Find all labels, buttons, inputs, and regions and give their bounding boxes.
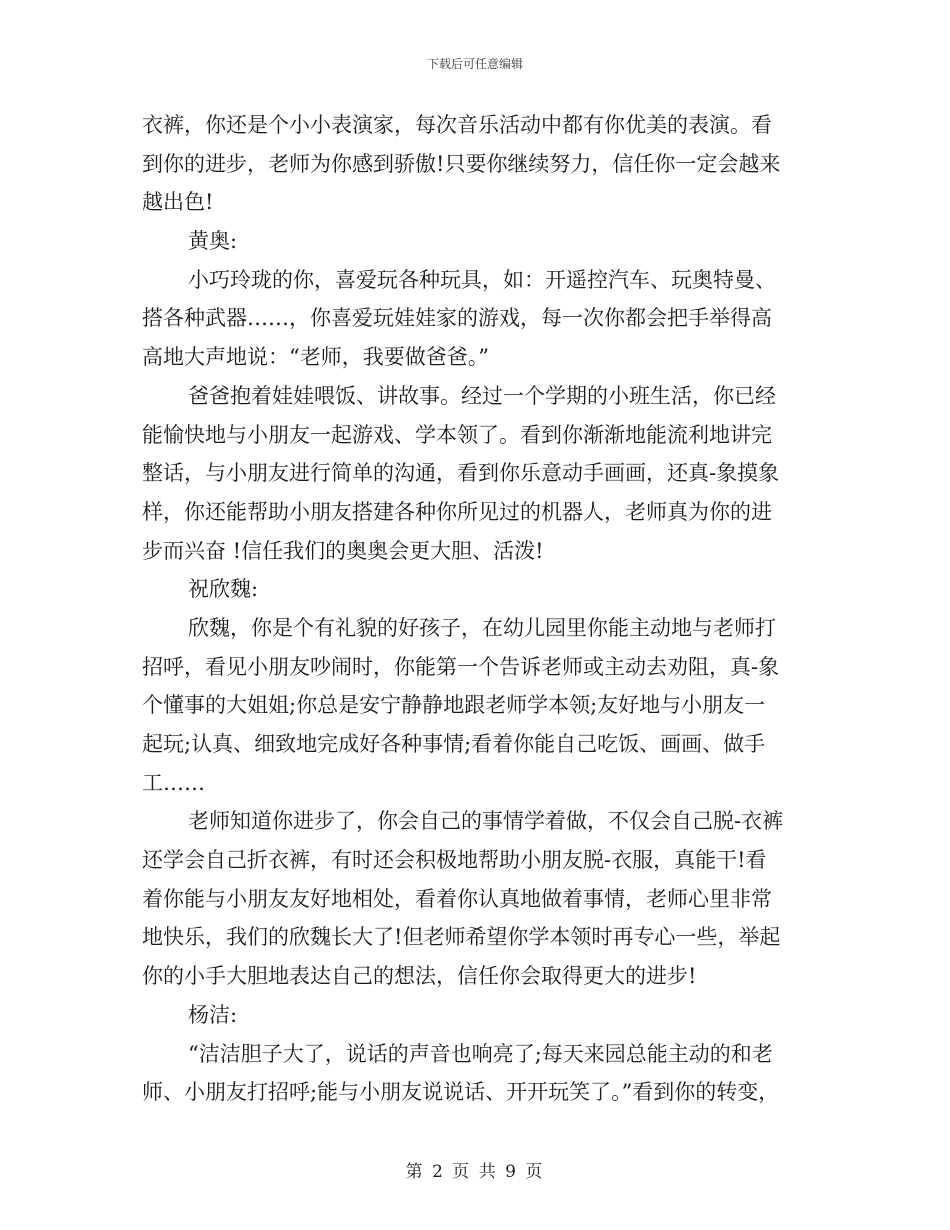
text-line: 祝欣魏: (188, 577, 259, 602)
text-line: 到你的进步，老师为你感到骄傲!只要你继续努力，信任你一定会越来 (142, 151, 781, 176)
text-line: 步而兴奋 !信任我们的奥奥会更大胆、活泼! (142, 538, 544, 563)
text-line: 黄奥: (188, 229, 238, 254)
text-line: 搭各种武器……，你喜爱玩娃娃家的游戏，每一次你都会把手举得高 (142, 306, 772, 331)
text-line: 杨洁: (188, 1002, 238, 1027)
text-line: 个懂事的大姐姐;你总是安宁静静地跟老师学本领;友好地与小朋友一 (142, 693, 766, 718)
text-line: 衣裤，你还是个小小表演家，每次音乐活动中都有你优美的表演。看 (142, 113, 772, 137)
text-line: 工…… (142, 770, 205, 795)
text-line: 爸爸抱着娃娃喂饭、讲故事。经过一个学期的小班生活，你已经 (188, 383, 776, 408)
text-line: 师、小朋友打招呼;能与小朋友说说话、开开玩笑了。”看到你的转变， (142, 1080, 780, 1105)
document-body (142, 106, 812, 1112)
text-line: 样，你还能帮助小朋友搭建各种你所见过的机器人，老师真为你的进 (142, 499, 772, 524)
text-line: 高地大声地说：“老师，我要做爸爸。” (142, 345, 489, 370)
text-line: “洁洁胆子大了，说话的声音也响亮了;每天来园总能主动的和老 (188, 1041, 773, 1066)
text-line: 招呼，看见小朋友吵闹时，你能第一个告诉老师或主动去劝阻，真-象 (142, 654, 780, 679)
text-line: 小巧玲珑的你，喜爱玩各种玩具，如：开遥控汽车、玩奥特曼、 (188, 267, 776, 292)
text-line: 还学会自己折衣裤，有时还会积极地帮助小朋友脱-衣服，真能干!看 (142, 848, 767, 873)
text-line: 你的小手大胆地表达自己的想法，信任你会取得更大的进步! (142, 964, 697, 989)
text-line: 老师知道你进步了，你会自己的事情学着做，不仅会自己脱-衣裤 (188, 809, 784, 834)
page-number-footer: 第 2 页 共 9 页 (405, 1162, 545, 1182)
page-header: 下载后可任意编辑 (426, 57, 523, 71)
text-line: 着你能与小朋友友好地相处，看着你认真地做着事情，老师心里非常 (142, 886, 772, 911)
text-line: 欣魏，你是个有礼貌的好孩子，在幼儿园里你能主动地与老师打 (188, 615, 776, 640)
text-line: 起玩;认真、细致地完成好各种事情;看着你能自己吃饭、画画、做手 (142, 732, 766, 756)
text-line: 整话，与小朋友进行简单的沟通，看到你乐意动手画画，还真-象摸象 (142, 461, 780, 486)
text-line: 地快乐，我们的欣魏长大了!但老师希望你学本领时再专心一些，举起 (142, 925, 781, 950)
text-line: 能愉快地与小朋友一起游戏、学本领了。看到你渐渐地能流利地讲完 (142, 422, 772, 447)
text-line: 越出色! (142, 190, 214, 215)
